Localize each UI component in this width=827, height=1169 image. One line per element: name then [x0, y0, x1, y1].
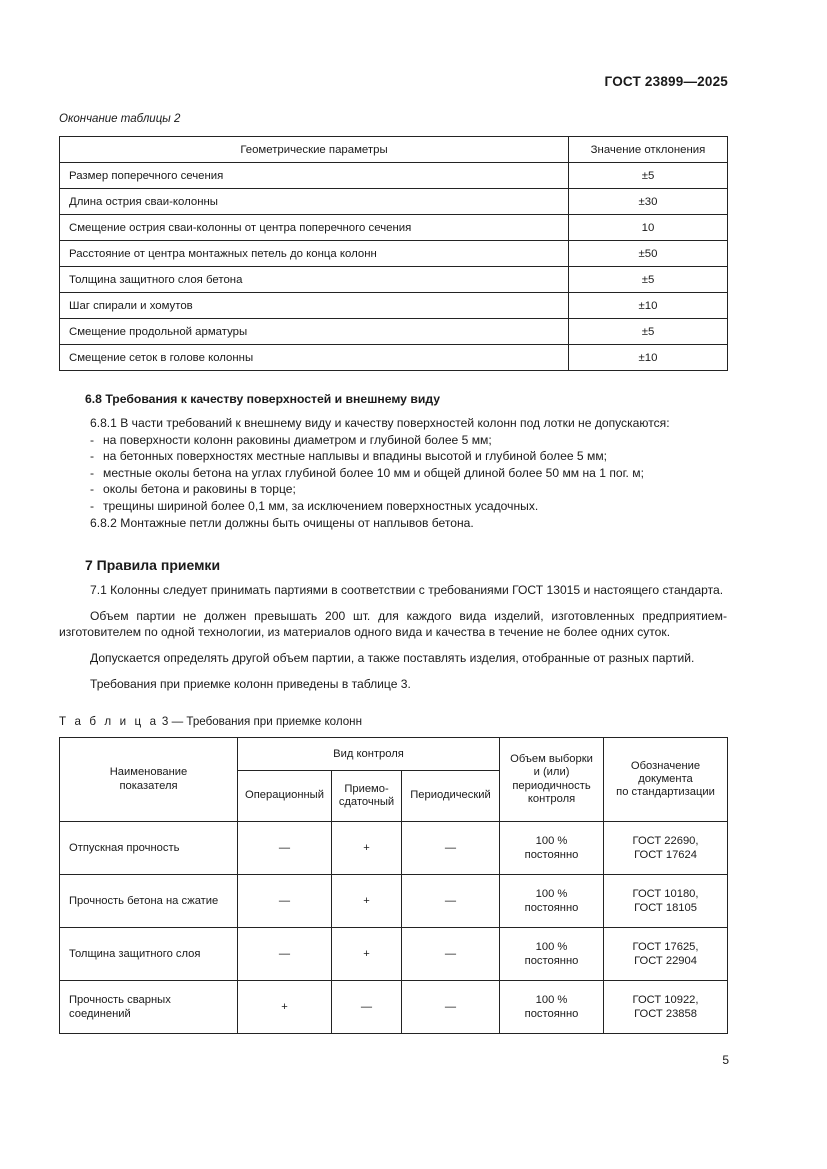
table-row — [60, 267, 728, 293]
table2-cell-value: 10 — [569, 215, 728, 241]
table-row — [60, 215, 728, 241]
section-6-8-1-list — [59, 432, 727, 515]
paragraph-7-1: 7.1 Колонны следует принимать партиями в соответствии с требованиями ГОСТ 13015 и настоящего стандарта. — [90, 583, 724, 598]
table2-cell-parameter: Смещение сеток в голове колонны — [60, 345, 569, 371]
table3-col-header-name — [60, 738, 238, 822]
table3-col-header-volume-line4: контроля — [527, 793, 576, 806]
table-row — [60, 241, 728, 267]
paragraph-other-batch-volume: Допускается определять другой объем партии, а также поставлять изделия, отобранные от разных партий. — [90, 650, 695, 665]
list-item — [59, 465, 727, 482]
dash-bullet-icon: - — [90, 498, 95, 513]
table-row — [60, 293, 728, 319]
table2-cell-value: ±5 — [569, 163, 728, 189]
table3-cell-acceptance: — — [332, 981, 402, 1034]
table3-cell-volume-line1: 100 % — [535, 834, 568, 847]
table2-cell-value: ±10 — [569, 345, 728, 371]
table3-cell-operational: — — [238, 875, 332, 928]
table3-cell-volume — [500, 981, 604, 1034]
table3-cell-volume-line1: 100 % — [535, 887, 568, 900]
table3-cell-document-line2: ГОСТ 18105 — [634, 902, 697, 915]
dash-bullet-icon: - — [90, 432, 95, 447]
table3-col-header-volume-line1: Объем выборки — [510, 752, 593, 765]
table3-cell-document-line1: ГОСТ 17625, — [632, 940, 699, 953]
table3-col-header-volume-line3: периодичность — [512, 779, 591, 792]
section-7-heading: 7 Правила приемки — [85, 557, 221, 574]
paragraph-batch-volume: Объем партии не должен превышать 200 шт. для каждого вида изделий, изготовленных предприятием-изготовителем по одной технологии, из материалов одного вида и качества в течение не более одних суток. — [59, 608, 727, 640]
table3-cell-document-line1: ГОСТ 10180, — [632, 887, 699, 900]
table3-cell-name: Толщина защитного слоя — [60, 928, 238, 981]
table3-cell-volume — [500, 928, 604, 981]
table3-col-header-name-line1: Наименование — [109, 766, 188, 779]
table3-col-header-name-line2: показателя — [119, 779, 178, 792]
section-6-8-heading: 6.8 Требования к качеству поверхностей и внешнему виду — [85, 392, 440, 406]
list-item-text: на бетонных поверхностях местные наплывы и впадины высотой и глубиной более 5 мм; — [103, 449, 607, 464]
table3-cell-name-line2: соединений — [69, 1008, 131, 1021]
dash-bullet-icon: - — [90, 465, 95, 480]
table3-cell-volume-line2: постоянно — [524, 1008, 579, 1021]
table2-col-header-deviation: Значение отклонения — [569, 137, 728, 163]
table3-col-header-acceptance-line2: сдаточный — [338, 796, 395, 809]
table3-cell-name — [60, 981, 238, 1034]
table3-cell-volume-line2: постоянно — [524, 955, 579, 968]
list-item — [59, 498, 727, 515]
table3-caption-dash: — — [171, 715, 184, 729]
table3-cell-operational: — — [238, 928, 332, 981]
table3-col-header-acceptance — [332, 771, 402, 822]
table3-cell-volume-line2: постоянно — [524, 902, 579, 915]
table3-cell-document — [604, 928, 728, 981]
table3-cell-operational: — — [238, 822, 332, 875]
table3-caption-label: Т а б л и ц а — [59, 715, 159, 729]
list-item — [59, 432, 727, 449]
paragraph-6-8-1: 6.8.1 В части требований к внешнему виду и качеству поверхностей колонн под лотки не допускаются: — [90, 416, 670, 430]
table2-cell-value: ±5 — [569, 267, 728, 293]
table-row — [60, 875, 728, 928]
list-item — [59, 448, 727, 465]
table3-col-header-periodic: Периодический — [402, 771, 500, 822]
table3-cell-name: Прочность бетона на сжатие — [60, 875, 238, 928]
paragraph-table3-reference: Требования при приемке колонн приведены в таблице 3. — [90, 676, 411, 691]
table3-col-header-control-group: Вид контроля — [238, 738, 500, 771]
table3-cell-volume-line1: 100 % — [535, 940, 568, 953]
table2-cell-value: ±5 — [569, 319, 728, 345]
table2-cell-parameter: Смещение продольной арматуры — [60, 319, 569, 345]
table3-col-header-document-line2: документа — [638, 772, 693, 785]
table3-cell-periodic: — — [402, 875, 500, 928]
table3-cell-operational: + — [238, 981, 332, 1034]
table3-cell-periodic: — — [402, 822, 500, 875]
list-item-text: околы бетона и раковины в торце; — [103, 482, 296, 497]
table2-cell-parameter: Длина острия сваи-колонны — [60, 189, 569, 215]
table3-col-header-operational: Операционный — [238, 771, 332, 822]
table3-cell-document-line1: ГОСТ 22690, — [632, 834, 699, 847]
table3-col-header-acceptance-line1: Приемо- — [344, 782, 389, 795]
table3-caption-number: 3 — [161, 715, 169, 729]
table3-cell-volume-line2: постоянно — [524, 849, 579, 862]
table2-cell-parameter: Размер поперечного сечения — [60, 163, 569, 189]
table2-cell-parameter: Толщина защитного слоя бетона — [60, 267, 569, 293]
table-row — [60, 928, 728, 981]
table-row — [60, 319, 728, 345]
table3-cell-periodic: — — [402, 928, 500, 981]
table3-cell-volume-line1: 100 % — [535, 993, 568, 1006]
table3-cell-volume — [500, 822, 604, 875]
table3-cell-document-line2: ГОСТ 23858 — [634, 1008, 697, 1021]
table2-cell-parameter: Шаг спирали и хомутов — [60, 293, 569, 319]
table2-cell-value: ±50 — [569, 241, 728, 267]
table3-cell-acceptance: + — [332, 928, 402, 981]
table3-cell-acceptance: + — [332, 875, 402, 928]
table3-cell-periodic: — — [402, 981, 500, 1034]
table2-cell-parameter: Расстояние от центра монтажных петель до конца колонн — [60, 241, 569, 267]
table-row — [60, 163, 728, 189]
table3-col-header-document — [604, 738, 728, 822]
table3-caption — [59, 715, 727, 728]
table3-caption-text: Требования при приемке колонн — [186, 715, 362, 729]
table3-cell-acceptance: + — [332, 822, 402, 875]
table-row — [60, 981, 728, 1034]
dash-bullet-icon: - — [90, 449, 95, 464]
paragraph-6-8-2: 6.8.2 Монтажные петли должны быть очищены от наплывов бетона. — [90, 515, 474, 530]
table3-cell-name-line1: Прочность сварных — [69, 993, 171, 1006]
page-number: 5 — [722, 1053, 729, 1067]
table-row — [60, 822, 728, 875]
table-row — [60, 345, 728, 371]
table2-caption: Окончание таблицы 2 — [59, 113, 181, 125]
dash-bullet-icon: - — [90, 482, 95, 497]
page-header-standard: ГОСТ 23899—2025 — [604, 74, 728, 89]
list-item-text: на поверхности колонн раковины диаметром и глубиной более 5 мм; — [103, 432, 492, 447]
list-item — [59, 481, 727, 498]
table2-cell-value: ±30 — [569, 189, 728, 215]
table2-cell-parameter: Смещение острия сваи-колонны от центра поперечного сечения — [60, 215, 569, 241]
table3-cell-document-line1: ГОСТ 10922, — [632, 993, 699, 1006]
table3-cell-document — [604, 822, 728, 875]
table2-header-row — [60, 137, 728, 163]
list-item-text: трещины шириной более 0,1 мм, за исключением поверхностных усадочных. — [103, 498, 539, 513]
table3-col-header-volume — [500, 738, 604, 822]
table2 — [59, 136, 728, 371]
table3-header-row-1 — [60, 738, 728, 771]
table-row — [60, 189, 728, 215]
table3 — [59, 737, 728, 1034]
table3-col-header-document-line3: по стандартизации — [616, 786, 715, 799]
table3-cell-volume — [500, 875, 604, 928]
table3-cell-name: Отпускная прочность — [60, 822, 238, 875]
table3-cell-document — [604, 875, 728, 928]
list-item-text: местные околы бетона на углах глубиной более 10 мм и общей длиной более 50 мм на 1 пог. м; — [103, 465, 644, 480]
table2-cell-value: ±10 — [569, 293, 728, 319]
table3-col-header-volume-line2: и (или) — [533, 766, 570, 779]
table2-col-header-parameters: Геометрические параметры — [60, 137, 569, 163]
table3-cell-document-line2: ГОСТ 22904 — [634, 955, 697, 968]
table3-cell-document — [604, 981, 728, 1034]
page-content — [59, 113, 727, 1034]
table3-cell-document-line2: ГОСТ 17624 — [634, 849, 697, 862]
table3-col-header-document-line1: Обозначение — [630, 759, 701, 772]
